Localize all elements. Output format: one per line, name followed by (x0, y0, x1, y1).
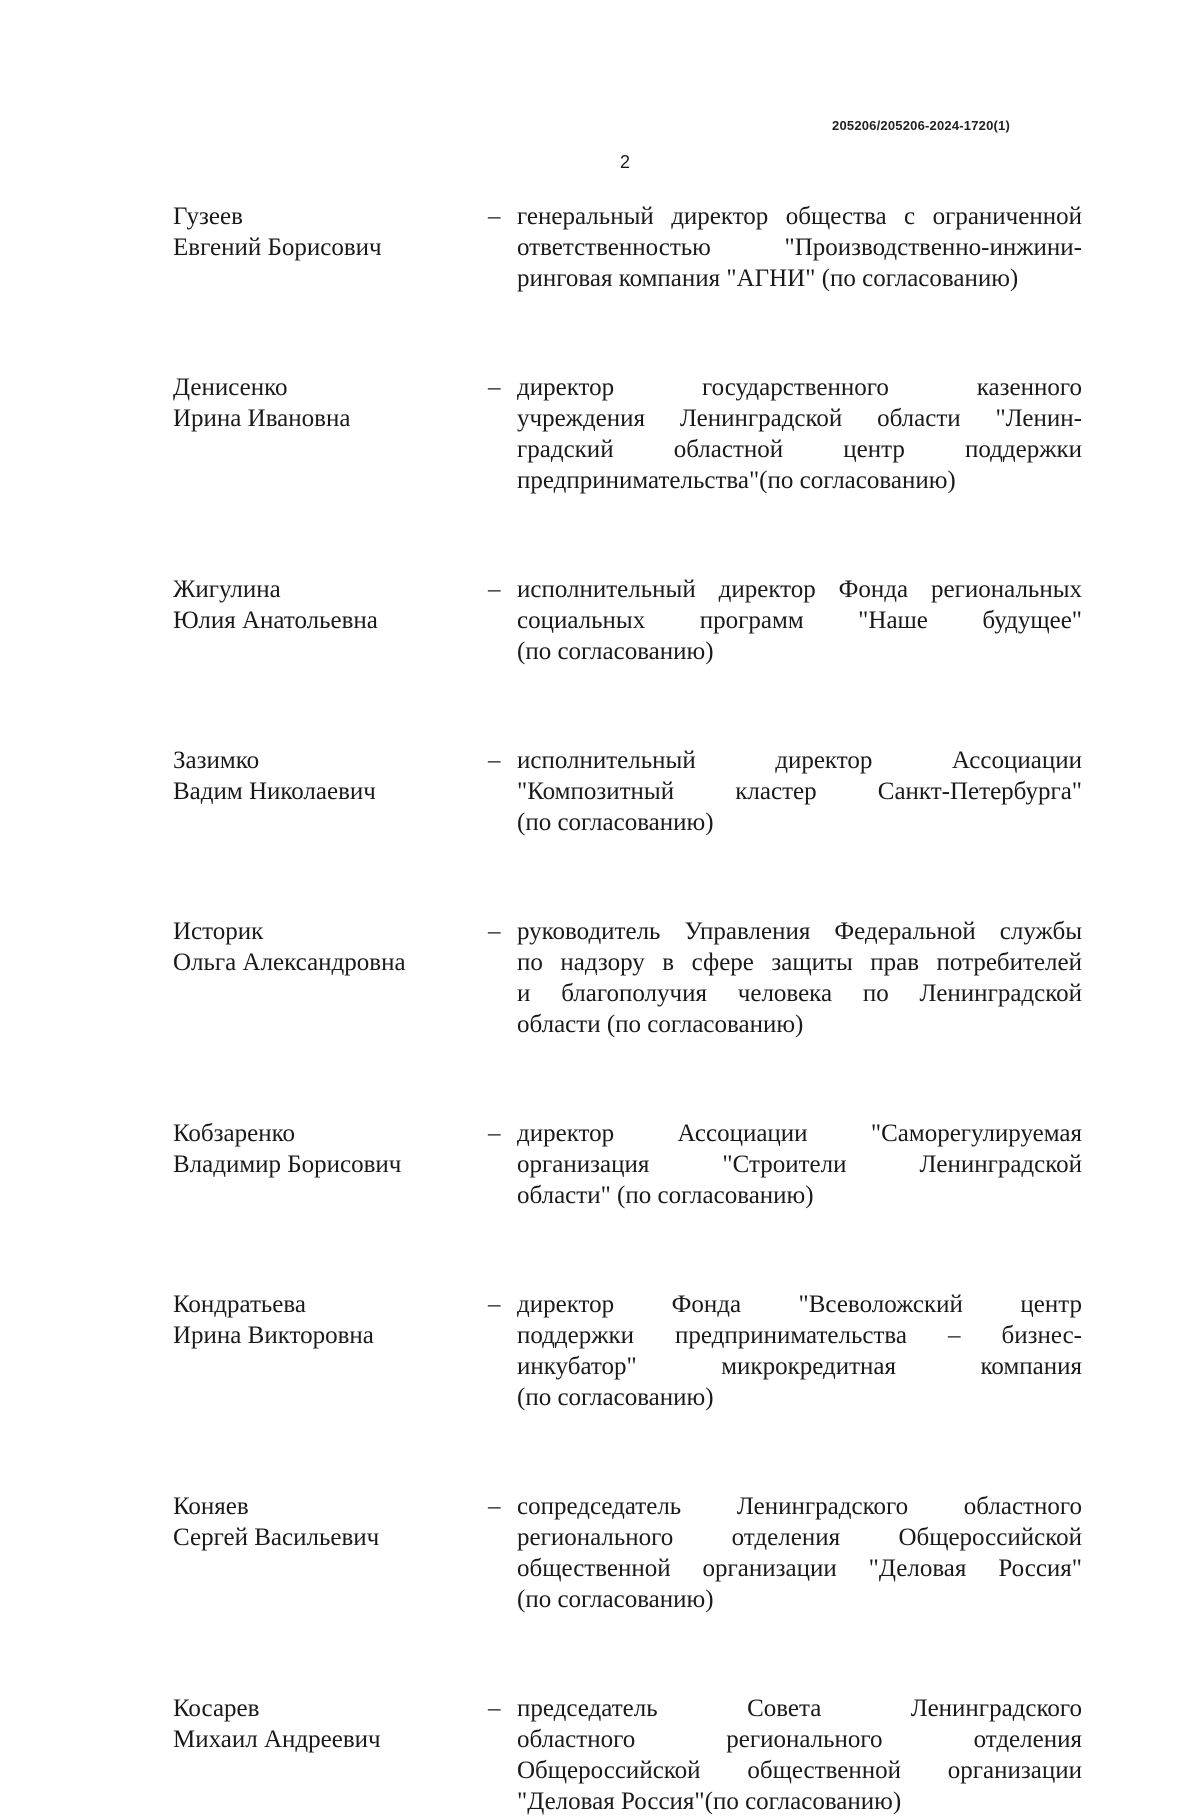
surname: Денисенко (173, 374, 288, 401)
dash: – (488, 1291, 501, 1318)
description-line: "Композитный кластер Санкт-Петербурга" (517, 778, 1082, 805)
position-description (517, 1491, 1082, 1615)
description-line: директор государственного казенного (517, 374, 1082, 401)
dash: – (488, 1120, 501, 1147)
description-line: ринговая компания "АГНИ" (по согласованию) (517, 265, 1019, 292)
surname: Кобзаренко (173, 1120, 295, 1147)
description-line: градский областной центр поддержки (517, 436, 1082, 463)
description-line: генеральный директор общества с ограниченной (517, 203, 1082, 230)
person-name (173, 372, 473, 434)
list-item (0, 574, 1200, 665)
description-line: общественной организации "Деловая Россия" (517, 1555, 1082, 1582)
description-line: по надзору в сфере защиты прав потребителей (517, 949, 1082, 976)
description-line: и благополучия человека по Ленинградской (517, 980, 1082, 1007)
list-item (0, 1118, 1200, 1209)
surname: Коняев (173, 1493, 249, 1520)
given-names: Ирина Викторовна (173, 1322, 374, 1349)
surname: Кондратьева (173, 1291, 306, 1318)
surname: Жигулина (173, 576, 281, 603)
given-names: Евгений Борисович (173, 234, 382, 261)
position-description (517, 372, 1082, 496)
description-line: ответственностью "Производственно-инжини- (517, 234, 1082, 261)
person-name (173, 916, 473, 978)
dash: – (488, 1493, 501, 1520)
given-names: Сергей Васильевич (173, 1524, 380, 1551)
description-line: руководитель Управления Федеральной службы (517, 918, 1082, 945)
list-item (0, 1491, 1200, 1613)
description-line: социальных программ "Наше будущее" (517, 607, 1082, 634)
person-name (173, 1491, 473, 1553)
person-name (173, 201, 473, 263)
description-line: организация "Строители Ленинградской (517, 1151, 1082, 1178)
description-line: председатель Совета Ленинградского (517, 1695, 1082, 1722)
position-description (517, 1693, 1082, 1817)
given-names: Михаил Андреевич (173, 1726, 381, 1753)
description-line: "Деловая Россия"(по согласованию) (517, 1788, 902, 1815)
member-list (0, 201, 1200, 1815)
surname: Косарев (173, 1695, 260, 1722)
dash: – (488, 374, 501, 401)
list-item (0, 1289, 1200, 1411)
list-item (0, 201, 1200, 292)
dash: – (488, 747, 501, 774)
description-line: учреждения Ленинградской области "Ленин- (517, 405, 1082, 432)
description-line: (по согласованию) (517, 809, 714, 836)
list-item (0, 916, 1200, 1038)
person-name (173, 574, 473, 636)
dash: – (488, 203, 501, 230)
given-names: Юлия Анатольевна (173, 607, 378, 634)
description-line: (по согласованию) (517, 1586, 714, 1613)
surname: Историк (173, 918, 264, 945)
description-line: инкубатор" микрокредитная компания (517, 1353, 1082, 1380)
list-item (0, 372, 1200, 494)
person-name (173, 745, 473, 807)
description-line: (по согласованию) (517, 1384, 714, 1411)
given-names: Ольга Александровна (173, 949, 406, 976)
list-item (0, 1693, 1200, 1815)
description-line: сопредседатель Ленинградского областного (517, 1493, 1082, 1520)
position-description (517, 201, 1082, 294)
page-number: 2 (619, 152, 630, 172)
dash: – (488, 918, 501, 945)
position-description (517, 574, 1082, 667)
description-line: директор Ассоциации "Саморегулируемая (517, 1120, 1082, 1147)
dash: – (488, 1695, 501, 1722)
document-code: 205206/205206-2024-1720(1) (832, 118, 1010, 133)
position-description (517, 916, 1082, 1040)
description-line: области (по согласованию) (517, 1011, 804, 1038)
description-line: предпринимательства"(по согласованию) (517, 467, 956, 494)
description-line: поддержки предпринимательства – бизнес- (517, 1322, 1082, 1349)
person-name (173, 1693, 473, 1755)
position-description (517, 1118, 1082, 1211)
surname: Зазимко (173, 747, 260, 774)
description-line: (по согласованию) (517, 638, 714, 665)
description-line: регионального отделения Общероссийской (517, 1524, 1082, 1551)
description-line: директор Фонда "Всеволожский центр (517, 1291, 1082, 1318)
dash: – (488, 576, 501, 603)
description-line: области" (по согласованию) (517, 1182, 814, 1209)
given-names: Владимир Борисович (173, 1151, 402, 1178)
position-description (517, 1289, 1082, 1413)
position-description (517, 745, 1082, 838)
person-name (173, 1289, 473, 1351)
given-names: Ирина Ивановна (173, 405, 351, 432)
person-name (173, 1118, 473, 1180)
list-item (0, 745, 1200, 836)
description-line: Общероссийской общественной организации (517, 1757, 1082, 1784)
description-line: исполнительный директор Фонда региональных (517, 576, 1082, 603)
surname: Гузеев (173, 203, 243, 230)
description-line: областного регионального отделения (517, 1726, 1082, 1753)
description-line: исполнительный директор Ассоциации (517, 747, 1082, 774)
given-names: Вадим Николаевич (173, 778, 376, 805)
